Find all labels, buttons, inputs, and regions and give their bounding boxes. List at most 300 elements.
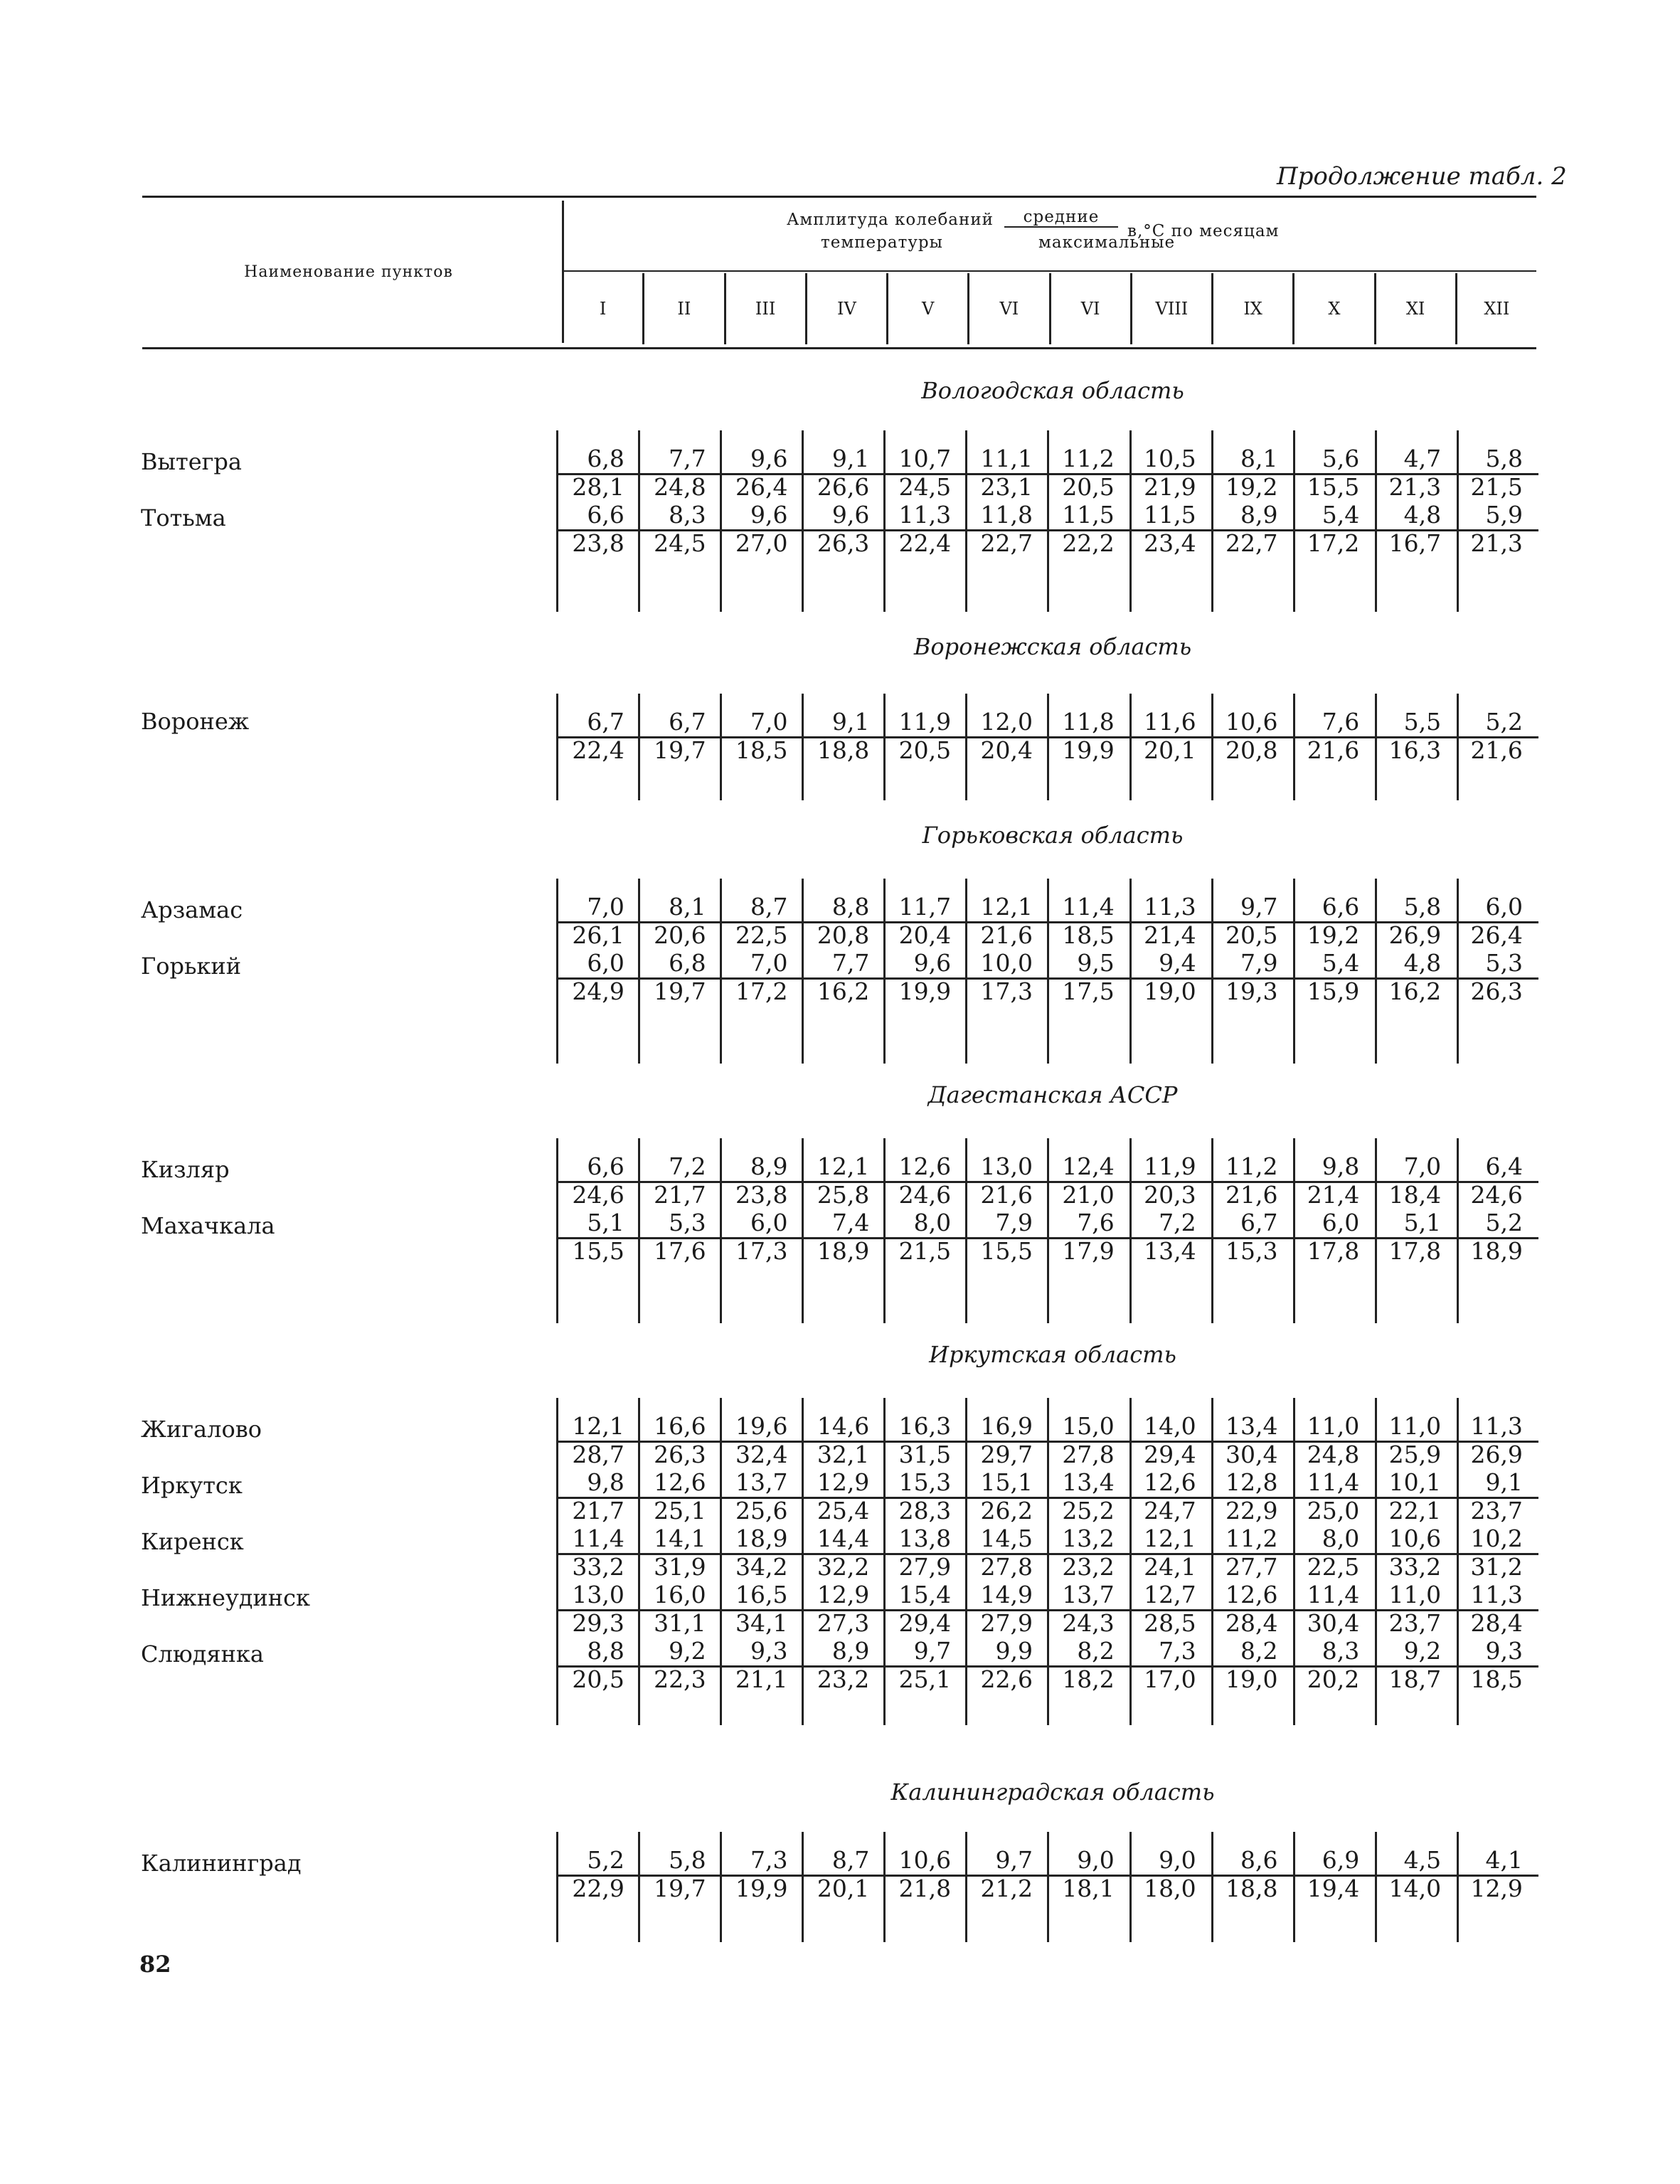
value-cell: 13,4	[1144, 1236, 1196, 1265]
value-cell: 6,6	[587, 1152, 624, 1180]
month-header: VI	[1049, 273, 1130, 344]
value-cell: 29,4	[1144, 1440, 1196, 1468]
fraction-denominator: максимальные	[1038, 233, 1176, 252]
value-cell: 8,2	[1240, 1637, 1278, 1665]
value-cell: 20,1	[817, 1874, 870, 1902]
value-cell: 12,9	[1470, 1874, 1523, 1902]
amplitude-header	[569, 208, 1543, 272]
value-cell: 13,7	[1062, 1581, 1115, 1608]
value-cell: 5,8	[1403, 893, 1442, 921]
value-cell: 11,9	[898, 708, 952, 736]
value-cell: 24,9	[572, 977, 624, 1005]
value-cell: 24,3	[1062, 1608, 1115, 1637]
city-name: Иркутск	[141, 1472, 243, 1499]
value-cell: 23,2	[1062, 1552, 1115, 1581]
value-cell: 22,9	[572, 1874, 624, 1902]
value-cell: 22,9	[1225, 1496, 1278, 1525]
value-cell: 10,6	[1225, 708, 1278, 736]
mean-amplitude-row	[558, 949, 1538, 980]
value-cell: 15,3	[898, 1468, 952, 1496]
value-cell: 19,6	[735, 1412, 788, 1440]
value-cell: 14,1	[654, 1525, 706, 1552]
continuation-label: Продолжение табл. 2	[1277, 162, 1567, 191]
value-cell: 13,4	[1062, 1468, 1115, 1496]
region-data-grid	[556, 1398, 1538, 1725]
value-cell: 5,2	[1485, 1209, 1523, 1236]
value-cell: 18,2	[1062, 1665, 1115, 1693]
region-title: Иркутская область	[929, 1341, 1176, 1368]
value-cell: 15,1	[980, 1468, 1033, 1496]
value-cell: 7,2	[1159, 1209, 1196, 1236]
value-cell: 5,9	[1485, 501, 1523, 529]
value-cell: 10,1	[1388, 1468, 1442, 1496]
value-cell: 18,5	[735, 736, 788, 764]
value-cell: 9,1	[831, 445, 870, 472]
value-cell: 22,5	[1307, 1552, 1360, 1581]
value-cell: 21,6	[1225, 1180, 1278, 1209]
region-title: Вологодская область	[921, 377, 1184, 404]
value-cell: 11,0	[1307, 1412, 1360, 1440]
value-cell: 14,0	[1144, 1412, 1196, 1440]
value-cell: 6,0	[750, 1209, 788, 1236]
value-cell: 20,2	[1307, 1665, 1360, 1693]
value-cell: 20,6	[654, 921, 706, 949]
value-cell: 25,0	[1307, 1496, 1360, 1525]
city-name: Горький	[141, 953, 242, 980]
value-cell: 6,4	[1485, 1152, 1523, 1180]
value-cell: 17,3	[735, 1236, 788, 1265]
value-cell: 14,6	[817, 1412, 870, 1440]
city-name: Махачкала	[141, 1212, 275, 1239]
value-cell: 6,6	[1322, 893, 1360, 921]
value-cell: 11,3	[1470, 1412, 1523, 1440]
value-cell: 8,8	[831, 893, 870, 921]
value-cell: 11,0	[1388, 1412, 1442, 1440]
value-cell: 24,8	[654, 472, 706, 501]
value-cell: 11,2	[1062, 445, 1115, 472]
mean-amplitude-row	[558, 1412, 1538, 1443]
value-cell: 16,6	[654, 1412, 706, 1440]
value-cell: 6,6	[587, 501, 624, 529]
value-cell: 8,1	[1240, 445, 1278, 472]
value-cell: 11,3	[898, 501, 952, 529]
value-cell: 26,3	[817, 529, 870, 557]
value-cell: 9,6	[913, 949, 952, 977]
value-cell: 27,9	[980, 1608, 1033, 1637]
value-cell: 34,2	[735, 1552, 788, 1581]
city-name: Воронеж	[141, 708, 250, 735]
value-cell: 12,7	[1144, 1581, 1196, 1608]
value-cell: 10,2	[1470, 1525, 1523, 1552]
table-top-rule	[142, 196, 1536, 198]
value-cell: 14,5	[980, 1525, 1033, 1552]
value-cell: 17,2	[735, 977, 788, 1005]
value-cell: 29,4	[898, 1608, 952, 1637]
value-cell: 8,7	[750, 893, 788, 921]
city-name: Арзамас	[141, 896, 243, 923]
value-cell: 9,7	[913, 1637, 952, 1665]
value-cell: 26,1	[572, 921, 624, 949]
value-cell: 5,1	[1403, 1209, 1442, 1236]
value-cell: 22,1	[1388, 1496, 1442, 1525]
value-cell: 12,1	[1144, 1525, 1196, 1552]
value-cell: 7,0	[1403, 1152, 1442, 1180]
value-cell: 7,6	[1322, 708, 1360, 736]
value-cell: 5,3	[1485, 949, 1523, 977]
value-cell: 24,8	[1307, 1440, 1360, 1468]
value-cell: 22,7	[980, 529, 1033, 557]
value-cell: 18,9	[817, 1236, 870, 1265]
value-cell: 16,7	[1388, 529, 1442, 557]
month-header: XII	[1455, 273, 1536, 344]
value-cell: 13,0	[980, 1152, 1033, 1180]
value-cell: 18,9	[735, 1525, 788, 1552]
value-cell: 12,1	[817, 1152, 870, 1180]
value-cell: 9,0	[1159, 1846, 1196, 1874]
value-cell: 20,4	[980, 736, 1033, 764]
max-amplitude-row	[558, 736, 1538, 765]
value-cell: 6,8	[669, 949, 706, 977]
value-cell: 18,9	[1470, 1236, 1523, 1265]
value-cell: 16,9	[980, 1412, 1033, 1440]
value-cell: 17,0	[1144, 1665, 1196, 1693]
value-cell: 28,4	[1470, 1608, 1523, 1637]
value-cell: 11,6	[1144, 708, 1196, 736]
mean-amplitude-row	[558, 708, 1538, 738]
value-cell: 25,8	[817, 1180, 870, 1209]
value-cell: 10,5	[1144, 445, 1196, 472]
value-cell: 7,4	[831, 1209, 870, 1236]
city-name: Жигалово	[141, 1416, 262, 1443]
value-cell: 21,2	[980, 1874, 1033, 1902]
value-cell: 27,9	[898, 1552, 952, 1581]
value-cell: 19,2	[1307, 921, 1360, 949]
value-cell: 15,5	[1307, 472, 1360, 501]
city-name: Тотьма	[141, 504, 226, 531]
mean-amplitude-row	[558, 893, 1538, 923]
value-cell: 21,9	[1144, 472, 1196, 501]
value-cell: 7,0	[750, 949, 788, 977]
value-cell: 13,8	[898, 1525, 952, 1552]
value-cell: 13,2	[1062, 1525, 1115, 1552]
value-cell: 5,3	[669, 1209, 706, 1236]
value-cell: 7,0	[587, 893, 624, 921]
value-cell: 31,9	[654, 1552, 706, 1581]
month-header: IX	[1211, 273, 1292, 344]
value-cell: 24,6	[1470, 1180, 1523, 1209]
value-cell: 5,6	[1322, 445, 1360, 472]
value-cell: 8,9	[750, 1152, 788, 1180]
value-cell: 11,1	[980, 445, 1033, 472]
value-cell: 25,2	[1062, 1496, 1115, 1525]
month-header: XI	[1374, 273, 1455, 344]
value-cell: 29,7	[980, 1440, 1033, 1468]
mean-amplitude-row	[558, 1468, 1538, 1499]
value-cell: 22,4	[898, 529, 952, 557]
temperature-label: температуры	[821, 233, 943, 252]
value-cell: 7,9	[1240, 949, 1278, 977]
value-cell: 11,4	[1307, 1581, 1360, 1608]
value-cell: 16,0	[654, 1581, 706, 1608]
value-cell: 18,0	[1144, 1874, 1196, 1902]
value-cell: 25,1	[654, 1496, 706, 1525]
value-cell: 31,2	[1470, 1552, 1523, 1581]
value-cell: 17,8	[1307, 1236, 1360, 1265]
value-cell: 4,5	[1403, 1846, 1442, 1874]
max-amplitude-row	[558, 1181, 1538, 1209]
value-cell: 8,1	[669, 893, 706, 921]
value-cell: 34,1	[735, 1608, 788, 1637]
value-cell: 8,9	[831, 1637, 870, 1665]
value-cell: 12,6	[1144, 1468, 1196, 1496]
value-cell: 14,0	[1388, 1874, 1442, 1902]
value-cell: 27,7	[1225, 1552, 1278, 1581]
value-cell: 11,4	[1062, 893, 1115, 921]
units-label: в,°С по месяцам	[1127, 222, 1280, 240]
value-cell: 23,2	[817, 1665, 870, 1693]
value-cell: 9,8	[1322, 1152, 1360, 1180]
value-cell: 9,6	[750, 501, 788, 529]
value-cell: 8,3	[669, 501, 706, 529]
value-cell: 20,5	[1225, 921, 1278, 949]
value-cell: 8,8	[587, 1637, 624, 1665]
value-cell: 10,6	[898, 1846, 952, 1874]
value-cell: 9,6	[750, 445, 788, 472]
value-cell: 19,0	[1225, 1665, 1278, 1693]
value-cell: 9,6	[831, 501, 870, 529]
value-cell: 28,3	[898, 1496, 952, 1525]
value-cell: 14,4	[817, 1525, 870, 1552]
value-cell: 23,8	[735, 1180, 788, 1209]
value-cell: 11,3	[1144, 893, 1196, 921]
value-cell: 12,6	[1225, 1581, 1278, 1608]
month-header: IV	[805, 273, 886, 344]
value-cell: 10,0	[980, 949, 1033, 977]
value-cell: 13,7	[735, 1468, 788, 1496]
value-cell: 12,1	[572, 1412, 624, 1440]
value-cell: 9,4	[1159, 949, 1196, 977]
value-cell: 25,6	[735, 1496, 788, 1525]
value-cell: 16,2	[1388, 977, 1442, 1005]
value-cell: 20,8	[1225, 736, 1278, 764]
value-cell: 21,3	[1470, 529, 1523, 557]
value-cell: 20,4	[898, 921, 952, 949]
value-cell: 21,4	[1144, 921, 1196, 949]
value-cell: 4,1	[1485, 1846, 1523, 1874]
page-number: 82	[139, 1951, 171, 1978]
value-cell: 20,5	[572, 1665, 624, 1693]
value-cell: 26,4	[1470, 921, 1523, 949]
value-cell: 21,6	[1307, 736, 1360, 764]
value-cell: 8,9	[1240, 501, 1278, 529]
value-cell: 8,0	[913, 1209, 952, 1236]
value-cell: 18,5	[1470, 1665, 1523, 1693]
value-cell: 23,7	[1388, 1608, 1442, 1637]
value-cell: 18,8	[1225, 1874, 1278, 1902]
value-cell: 19,2	[1225, 472, 1278, 501]
value-cell: 19,9	[1062, 736, 1115, 764]
value-cell: 21,4	[1307, 1180, 1360, 1209]
city-name: Кизляр	[141, 1156, 230, 1183]
value-cell: 9,8	[587, 1468, 624, 1496]
month-header: VIII	[1130, 273, 1211, 344]
value-cell: 5,5	[1403, 708, 1442, 736]
mean-amplitude-row	[558, 1152, 1538, 1183]
header-bottom-rule	[142, 347, 1536, 349]
value-cell: 26,2	[980, 1496, 1033, 1525]
value-cell: 22,4	[572, 736, 624, 764]
mean-amplitude-row	[558, 1525, 1538, 1555]
value-cell: 17,3	[980, 977, 1033, 1005]
value-cell: 26,4	[735, 472, 788, 501]
value-cell: 11,2	[1225, 1152, 1278, 1180]
value-cell: 19,7	[654, 736, 706, 764]
value-cell: 4,7	[1403, 445, 1442, 472]
max-amplitude-row	[558, 473, 1538, 502]
city-name: Вытегра	[141, 448, 242, 475]
value-cell: 10,6	[1388, 1525, 1442, 1552]
value-cell: 9,2	[669, 1637, 706, 1665]
amplitude-label: Амплитуда колебаний	[787, 211, 994, 229]
value-cell: 15,5	[980, 1236, 1033, 1265]
city-name: Киренск	[141, 1528, 244, 1555]
value-cell: 19,3	[1225, 977, 1278, 1005]
max-amplitude-row	[558, 977, 1538, 1006]
value-cell: 25,9	[1388, 1440, 1442, 1468]
value-cell: 23,4	[1144, 529, 1196, 557]
value-cell: 19,7	[654, 977, 706, 1005]
value-cell: 4,8	[1403, 501, 1442, 529]
value-cell: 30,4	[1225, 1440, 1278, 1468]
value-cell: 28,4	[1225, 1608, 1278, 1637]
value-cell: 9,7	[1240, 893, 1278, 921]
value-cell: 11,8	[1062, 708, 1115, 736]
value-cell: 19,9	[735, 1874, 788, 1902]
value-cell: 19,0	[1144, 977, 1196, 1005]
region-data-grid	[556, 430, 1538, 612]
value-cell: 23,7	[1470, 1496, 1523, 1525]
value-cell: 32,2	[817, 1552, 870, 1581]
value-cell: 11,4	[572, 1525, 624, 1552]
value-cell: 21,0	[1062, 1180, 1115, 1209]
value-cell: 21,3	[1388, 472, 1442, 501]
value-cell: 19,4	[1307, 1874, 1360, 1902]
value-cell: 33,2	[572, 1552, 624, 1581]
value-cell: 6,7	[669, 708, 706, 736]
value-cell: 16,2	[817, 977, 870, 1005]
value-cell: 9,5	[1077, 949, 1115, 977]
value-cell: 6,7	[587, 708, 624, 736]
value-cell: 22,5	[735, 921, 788, 949]
value-cell: 20,5	[898, 736, 952, 764]
value-cell: 7,3	[750, 1846, 788, 1874]
header-subrule	[563, 270, 1536, 272]
value-cell: 27,0	[735, 529, 788, 557]
value-cell: 18,1	[1062, 1874, 1115, 1902]
value-cell: 6,7	[1240, 1209, 1278, 1236]
value-cell: 16,3	[898, 1412, 952, 1440]
value-cell: 24,5	[898, 472, 952, 501]
value-cell: 17,2	[1307, 529, 1360, 557]
value-cell: 9,1	[831, 708, 870, 736]
max-amplitude-row	[558, 529, 1538, 558]
value-cell: 5,2	[1485, 708, 1523, 736]
region-title: Дагестанская АССР	[927, 1081, 1178, 1108]
value-cell: 20,1	[1144, 736, 1196, 764]
value-cell: 21,5	[898, 1236, 952, 1265]
value-cell: 9,7	[995, 1846, 1033, 1874]
value-cell: 22,7	[1225, 529, 1278, 557]
value-cell: 17,9	[1062, 1236, 1115, 1265]
value-cell: 5,8	[669, 1846, 706, 1874]
value-cell: 6,9	[1322, 1846, 1360, 1874]
value-cell: 15,4	[898, 1581, 952, 1608]
value-cell: 26,9	[1388, 921, 1442, 949]
value-cell: 24,6	[898, 1180, 952, 1209]
max-amplitude-row	[558, 1237, 1538, 1266]
value-cell: 6,0	[587, 949, 624, 977]
value-cell: 24,7	[1144, 1496, 1196, 1525]
value-cell: 17,6	[654, 1236, 706, 1265]
value-cell: 24,1	[1144, 1552, 1196, 1581]
value-cell: 12,9	[817, 1468, 870, 1496]
value-cell: 12,6	[654, 1468, 706, 1496]
amplitude-fraction	[1004, 208, 1118, 228]
value-cell: 11,2	[1225, 1525, 1278, 1552]
mean-amplitude-row	[558, 445, 1538, 475]
region-title: Воронежская область	[913, 633, 1192, 660]
value-cell: 13,4	[1225, 1412, 1278, 1440]
value-cell: 11,5	[1062, 501, 1115, 529]
value-cell: 24,6	[572, 1180, 624, 1209]
value-cell: 15,9	[1307, 977, 1360, 1005]
name-column-header: Наименование пунктов	[244, 263, 453, 281]
value-cell: 11,0	[1388, 1581, 1442, 1608]
value-cell: 11,4	[1307, 1468, 1360, 1496]
value-cell: 27,8	[980, 1552, 1033, 1581]
value-cell: 5,8	[1485, 445, 1523, 472]
max-amplitude-row	[558, 1875, 1538, 1903]
value-cell: 21,1	[735, 1665, 788, 1693]
value-cell: 12,1	[980, 893, 1033, 921]
region-title: Горьковская область	[922, 822, 1184, 849]
value-cell: 8,3	[1322, 1637, 1360, 1665]
value-cell: 14,9	[980, 1581, 1033, 1608]
value-cell: 15,3	[1225, 1236, 1278, 1265]
value-cell: 26,9	[1470, 1440, 1523, 1468]
value-cell: 6,8	[587, 445, 624, 472]
month-header-row	[563, 273, 1536, 344]
month-header: VI	[967, 273, 1048, 344]
mean-amplitude-row	[558, 1637, 1538, 1668]
value-cell: 29,3	[572, 1608, 624, 1637]
value-cell: 11,9	[1144, 1152, 1196, 1180]
city-name: Слюдянка	[141, 1640, 264, 1668]
value-cell: 12,8	[1225, 1468, 1278, 1496]
value-cell: 32,1	[817, 1440, 870, 1468]
value-cell: 6,0	[1322, 1209, 1360, 1236]
value-cell: 26,6	[817, 472, 870, 501]
value-cell: 9,3	[1485, 1637, 1523, 1665]
value-cell: 11,8	[980, 501, 1033, 529]
max-amplitude-row	[558, 1497, 1538, 1525]
value-cell: 33,2	[1388, 1552, 1442, 1581]
value-cell: 22,3	[654, 1665, 706, 1693]
value-cell: 8,0	[1322, 1525, 1360, 1552]
value-cell: 28,1	[572, 472, 624, 501]
max-amplitude-row	[558, 1553, 1538, 1581]
value-cell: 12,9	[817, 1581, 870, 1608]
